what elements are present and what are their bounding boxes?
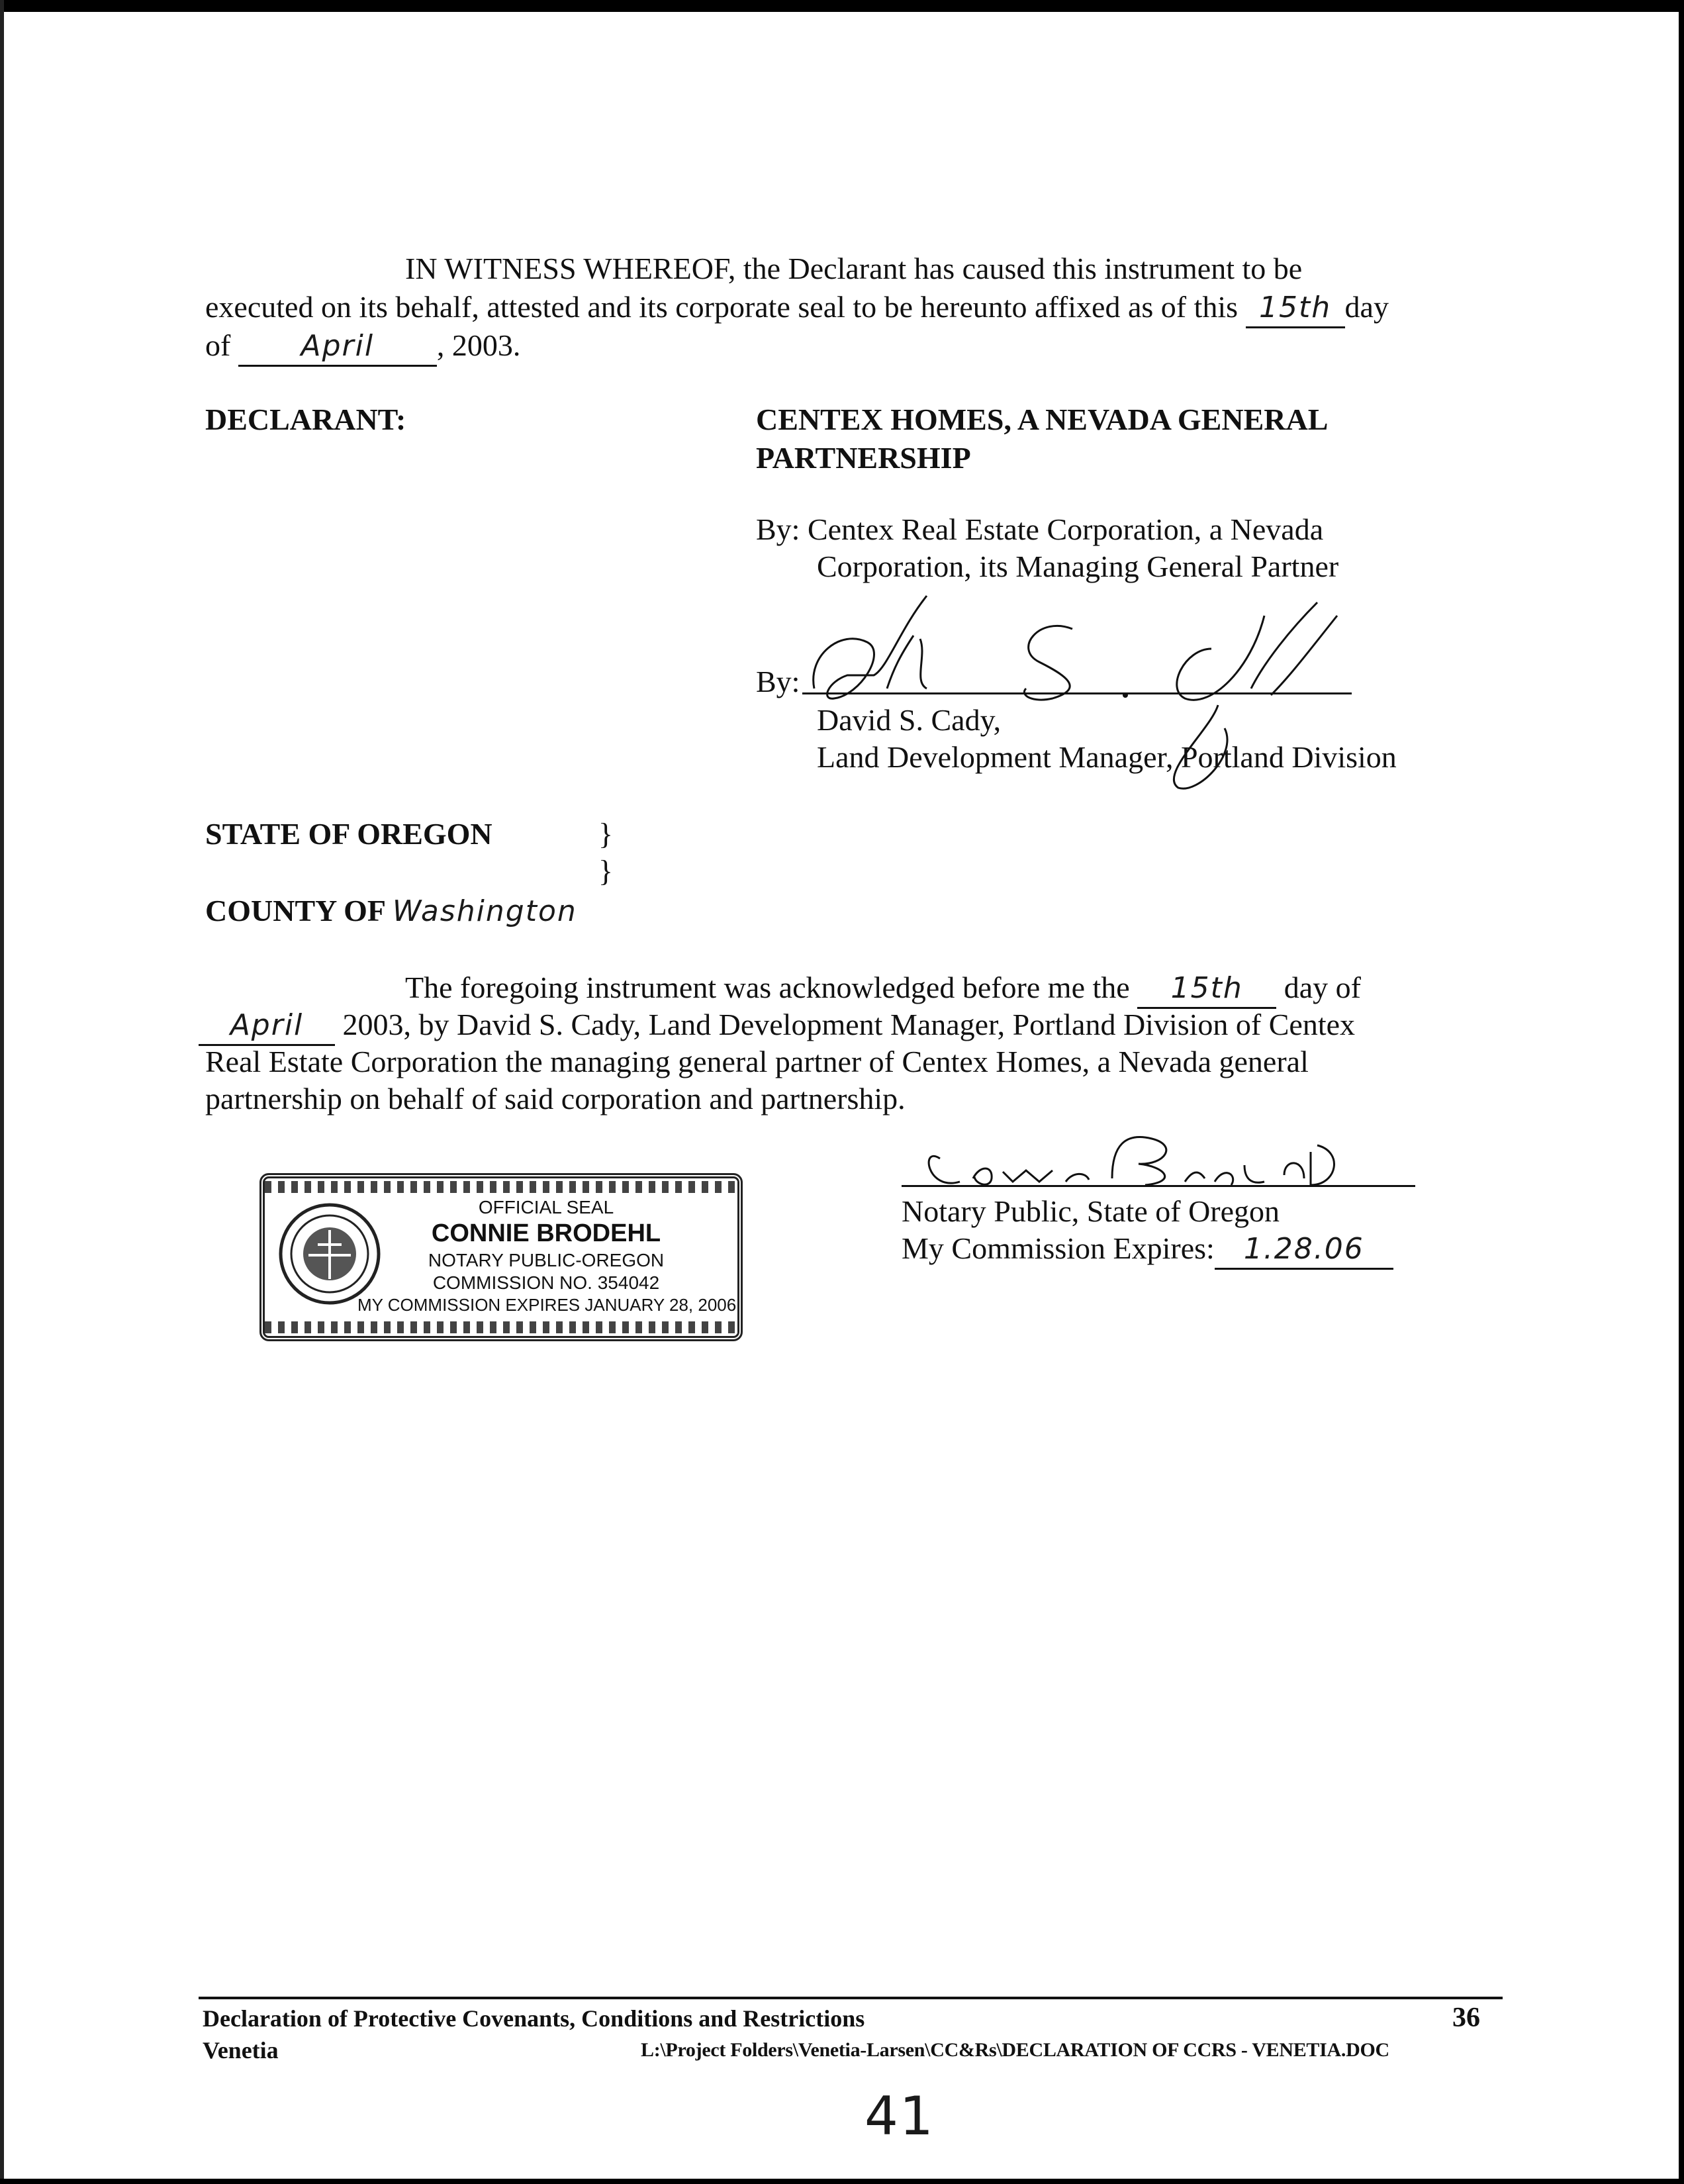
footer-page-number: 36	[1452, 2003, 1480, 2033]
notary-title: Notary Public, State of Oregon	[902, 1194, 1280, 1228]
declarant-signature	[788, 576, 1383, 814]
ack-month-handwritten: April	[199, 1007, 335, 1046]
ack-line-1	[405, 969, 1361, 1009]
scan-border-top	[0, 0, 1684, 12]
ack-line-3: Real Estate Corporation the managing general partner of Centex Homes, a Nevada general	[205, 1045, 1309, 1078]
ack-line-4: partnership on behalf of said corporation and partnership.	[205, 1082, 906, 1116]
seal-commission-number: COMMISSION NO. 354042	[432, 1272, 660, 1293]
company-name-line-1: CENTEX HOMES, A NEVADA GENERAL	[756, 403, 1329, 436]
seal-border-top	[265, 1181, 737, 1193]
seal-expiration: MY COMMISSION EXPIRES JANUARY 28, 2006	[357, 1295, 737, 1315]
witness-month-handwritten: April	[238, 328, 437, 367]
scan-border-left	[0, 0, 4, 2184]
signature-by-label: By:	[756, 665, 800, 698]
notary-expires-label: My Commission Expires:	[902, 1231, 1215, 1265]
witness-day-suffix: day	[1344, 290, 1389, 324]
witness-line-2	[205, 289, 1389, 328]
footer-file-path: L:\Project Folders\Venetia-Larsen\CC&Rs\DECLARATION OF CCRS - VENETIA.DOC	[641, 2039, 1389, 2061]
ack-line-1-text: The foregoing instrument was acknowledged before me the	[405, 971, 1130, 1004]
by-line-2: Corporation, its Managing General Partner	[817, 549, 1339, 583]
seal-line-1: OFFICIAL SEAL	[478, 1197, 614, 1217]
seal-border-bottom	[265, 1321, 737, 1333]
handwritten-page-number: 41	[865, 2085, 935, 2147]
seal-line-3: NOTARY PUBLIC-OREGON	[428, 1250, 665, 1270]
seal-notary-name: CONNIE BRODEHL	[431, 1219, 661, 1247]
company-name-line-2: PARTNERSHIP	[756, 441, 971, 475]
ack-day-suffix: day of	[1284, 971, 1361, 1004]
footer-project: Venetia	[203, 2037, 279, 2064]
witness-day-handwritten: 15th	[1246, 289, 1345, 328]
signer-title: Land Development Manager, Portland Division	[817, 740, 1397, 774]
witness-line-1: IN WITNESS WHEREOF, the Declarant has caused this instrument to be	[405, 252, 1303, 285]
notary-signature-line	[902, 1185, 1415, 1187]
signer-name: David S. Cady,	[817, 703, 1002, 737]
venue-state: STATE OF OREGON	[205, 817, 492, 851]
witness-year: , 2003.	[436, 328, 521, 362]
notary-expires-handwritten: 1.28.06	[1215, 1231, 1393, 1270]
footer-title: Declaration of Protective Covenants, Conditions and Restrictions	[203, 2005, 865, 2032]
witness-of-label: of	[205, 328, 231, 362]
scan-border-right	[1679, 0, 1684, 2184]
notary-seal-stamp	[259, 1173, 743, 1341]
ack-line-2-text: 2003, by David S. Cady, Land Development Manager, Portland Division of Centex	[342, 1008, 1356, 1041]
venue-county-handwritten: Washington	[392, 894, 577, 928]
ack-line-2	[199, 1006, 1355, 1046]
venue-county-label: COUNTY OF	[205, 894, 385, 927]
witness-line-3	[205, 327, 520, 367]
by-line-1: By: Centex Real Estate Corporation, a Nevada	[756, 512, 1324, 546]
notary-expires	[902, 1230, 1393, 1270]
declarant-label: DECLARANT:	[205, 403, 406, 436]
venue-brace-1: }	[598, 817, 614, 851]
footer-rule	[199, 1997, 1503, 1999]
ack-day-handwritten: 15th	[1137, 970, 1276, 1009]
venue-county	[205, 892, 577, 930]
venue-brace-2: }	[598, 854, 614, 888]
scan-border-bottom	[0, 2179, 1684, 2184]
witness-line-2-text: executed on its behalf, attested and its corporate seal to be hereunto affixed as of this	[205, 290, 1239, 324]
